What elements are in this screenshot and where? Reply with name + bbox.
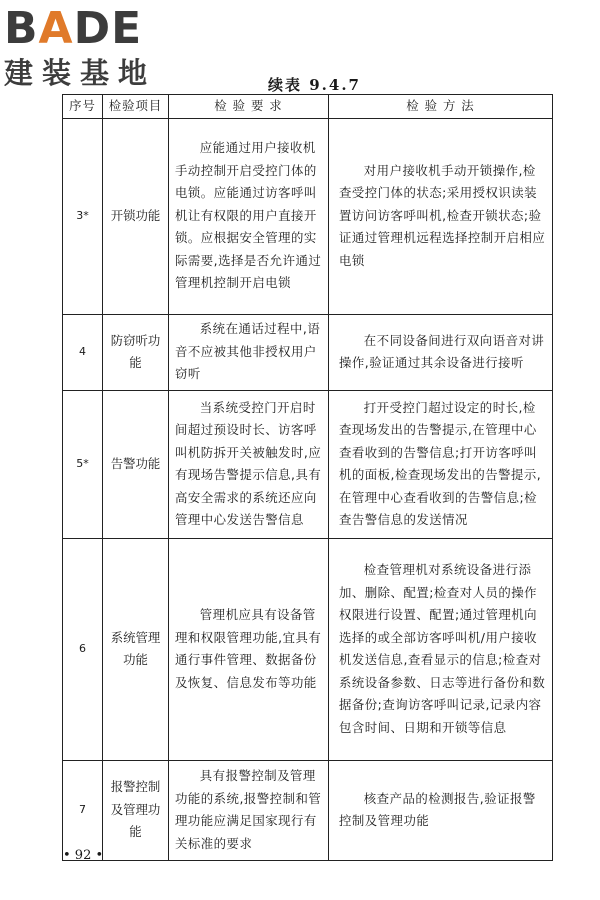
row-requirement: 管理机应具有设备管理和权限管理功能,宜具有通行事件管理、数据备份及恢复、信息发布等功能 [169, 538, 329, 760]
table-row [63, 390, 553, 538]
row-method: 打开受控门超过设定的时长,检查现场发出的告警提示,在管理中心查看收到的告警信息;打开访客呼叫机的面板,检查现场发出的告警提示,在管理中心查看收到的告警信息;检查告警信息的发送情况 [329, 390, 553, 538]
logo-wordmark: BADE [4, 3, 143, 54]
row-method: 在不同设备间进行双向语音对讲操作,验证通过其余设备进行接听 [329, 314, 553, 390]
row-item: 开锁功能 [103, 118, 169, 314]
row-item: 告警功能 [103, 390, 169, 538]
row-item: 系统管理功能 [103, 538, 169, 760]
row-item: 防窃听功能 [103, 314, 169, 390]
header-seq: 序号 [63, 95, 103, 119]
header-requirement: 检 验 要 求 [169, 95, 329, 119]
table-row [63, 760, 553, 860]
row-item: 报警控制及管理功能 [103, 760, 169, 860]
table-header-row [63, 95, 553, 119]
row-seq: 7 [63, 760, 103, 860]
table-row [63, 118, 553, 314]
table-row [63, 314, 553, 390]
inspection-table [62, 94, 553, 861]
header-method: 检 验 方 法 [329, 95, 553, 119]
row-seq: 6 [63, 538, 103, 760]
row-requirement: 具有报警控制及管理功能的系统,报警控制和管理功能应满足国家现行有关标准的要求 [169, 760, 329, 860]
table-row [63, 538, 553, 760]
brand-logo [4, 3, 184, 90]
row-method: 对用户接收机手动开锁操作,检查受控门体的状态;采用授权识读装置访问访客呼叫机,检查开锁状态;验证通过管理机远程选择控制开启相应电锁 [329, 118, 553, 314]
row-requirement: 系统在通话过程中,语音不应被其他非授权用户窃听 [169, 314, 329, 390]
row-method: 核查产品的检测报告,验证报警控制及管理功能 [329, 760, 553, 860]
logo-chinese-name: 建装基地 [4, 56, 157, 90]
page-number: • 92 • [63, 848, 104, 863]
row-method: 检查管理机对系统设备进行添加、删除、配置;检查对人员的操作权限进行设置、配置;通过管理机向选择的或全部访客呼叫机/用户接收机发送信息,查看显示的信息;检查对系统设备参数、日志等进行备份和数据备份;查询访客呼叫记录,记录内容包含时间、日期和开锁等信息 [329, 538, 553, 760]
logo-accent-letter: A [38, 3, 74, 54]
row-seq: 4 [63, 314, 103, 390]
header-item: 检验项目 [103, 95, 169, 119]
row-seq: 5* [63, 390, 103, 538]
table-continuation-title: 续表 9.4.7 [268, 76, 361, 94]
row-requirement: 当系统受控门开启时间超过预设时长、访客呼叫机防拆开关被触发时,应有现场告警提示信息,具有高安全需求的系统还应向管理中心发送告警信息 [169, 390, 329, 538]
row-seq: 3* [63, 118, 103, 314]
row-requirement: 应能通过用户接收机手动控制开启受控门体的电锁。应能通过访客呼叫机让有权限的用户直接开锁。应根据安全管理的实际需要,选择是否允许通过管理机控制开启电锁 [169, 118, 329, 314]
